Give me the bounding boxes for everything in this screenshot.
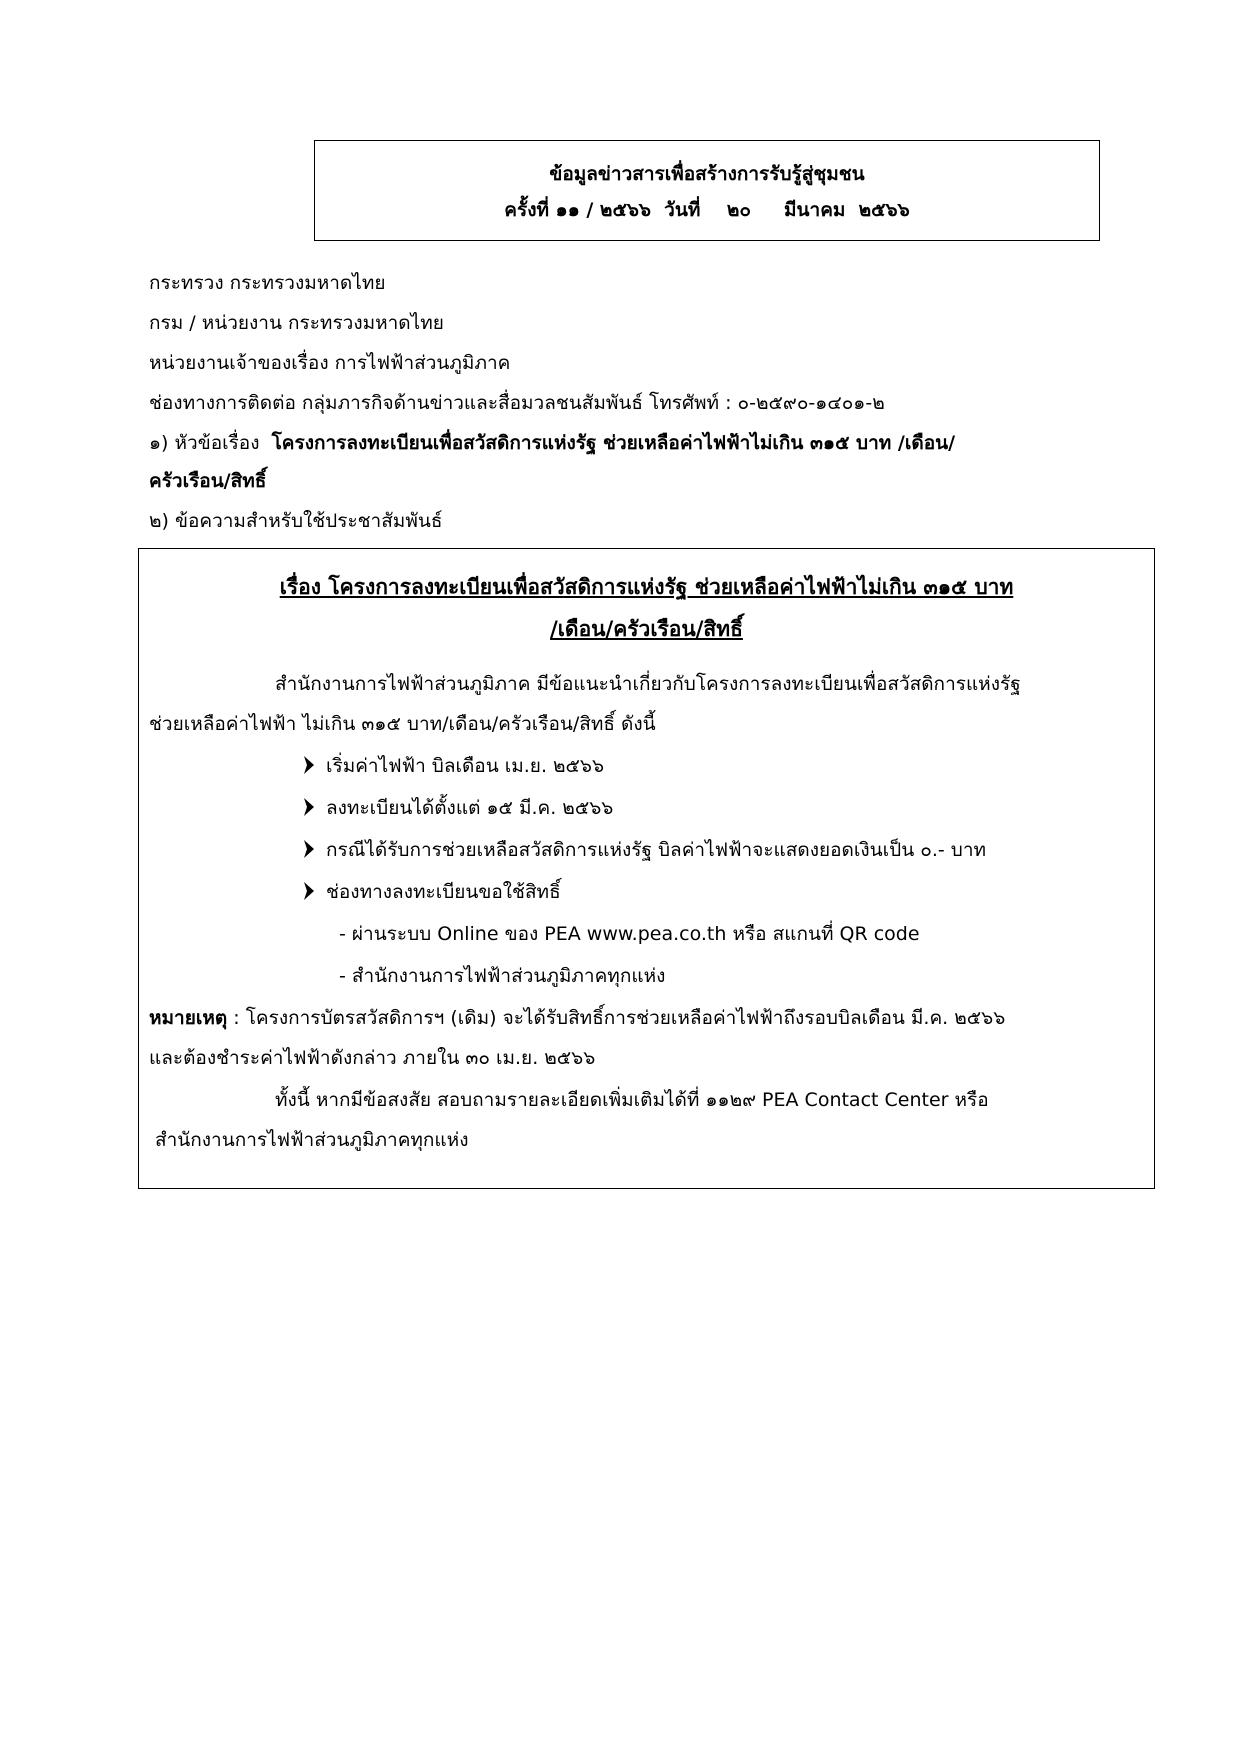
arrowhead-bullet-icon xyxy=(304,798,314,816)
content-title-line1: เรื่อง โครงการลงทะเบียนเพื่อสวัสดิการแห่งรัฐ ช่วยเหลือค่าไฟฟ้าไม่เกิน ๓๑๕ บาท xyxy=(279,575,1014,599)
contact-line: ช่องทางการติดต่อ กลุ่มภารกิจด้านข่าวและสื่อมวลชนสัมพันธ์ โทรศัพท์ : ๐-๒๕๙๐-๑๔๐๑-๒ xyxy=(149,392,885,414)
note-line2: และต้องชำระค่าไฟฟ้าดังกล่าว ภายใน ๓๐ เม.ย. ๒๕๖๖ xyxy=(149,1047,596,1069)
header-issue-line: ครั้งที่ ๑๑ / ๒๕๖๖ วันที่ ๒๐ มีนาคม ๒๕๖๖ xyxy=(504,199,910,221)
channel-offices: - สำนักงานการไฟฟ้าส่วนภูมิภาคทุกแห่ง xyxy=(339,965,666,987)
content-title-line2: /เดือน/ครัวเรือน/สิทธิ์ xyxy=(550,617,743,641)
channel-online: - ผ่านระบบ Online ของ PEA www.pea.co.th หรือ สแกนที่ QR code xyxy=(339,923,920,945)
arrowhead-bullet-icon xyxy=(304,882,314,900)
pr-label: ๒) ข้อความสำหรับใช้ประชาสัมพันธ์ xyxy=(149,510,443,532)
note-label: หมายเหตุ xyxy=(149,1007,228,1029)
intro-line2: ช่วยเหลือค่าไฟฟ้า ไม่เกิน ๓๑๕ บาท/เดือน/ครัวเรือน/สิทธิ์ ดังนี้ xyxy=(149,713,656,735)
closing-line1: ทั้งนี้ หากมีข้อสงสัย สอบถามรายละเอียดเพิ่มเติมได้ที่ ๑๑๒๙ PEA Contact Center หรือ xyxy=(275,1089,989,1111)
bullet-item: ช่องทางลงทะเบียนขอใช้สิทธิ์ xyxy=(304,877,561,907)
topic-label: ๑) หัวข้อเรื่อง xyxy=(149,432,260,454)
arrowhead-bullet-icon xyxy=(304,756,314,774)
topic-line xyxy=(149,428,955,458)
intro-line1: สำนักงานการไฟฟ้าส่วนภูมิภาค มีข้อแนะนำเกี่ยวกับโครงการลงทะเบียนเพื่อสวัสดิการแห่งรัฐ xyxy=(275,673,1021,695)
closing-line2: สำนักงานการไฟฟ้าส่วนภูมิภาคทุกแห่ง xyxy=(155,1129,469,1151)
bullet-item: กรณีได้รับการช่วยเหลือสวัสดิการแห่งรัฐ บิลค่าไฟฟ้าจะแสดงยอดเงินเป็น ๐.- บาท xyxy=(304,835,986,865)
content-box xyxy=(138,548,1155,1189)
topic-title-line1: โครงการลงทะเบียนเพื่อสวัสดิการแห่งรัฐ ช่วยเหลือค่าไฟฟ้าไม่เกิน ๓๑๕ บาท /เดือน/ xyxy=(271,432,956,454)
bullet-item: เริ่มค่าไฟฟ้า บิลเดือน เม.ย. ๒๕๖๖ xyxy=(304,751,604,781)
header-title: ข้อมูลข่าวสารเพื่อสร้างการรับรู้สู่ชุมชน xyxy=(549,163,865,185)
owner-line: หน่วยงานเจ้าของเรื่อง การไฟฟ้าส่วนภูมิภาค xyxy=(149,352,511,374)
bullet-item: ลงทะเบียนได้ตั้งแต่ ๑๕ มี.ค. ๒๕๖๖ xyxy=(304,793,613,823)
topic-title-line2: ครัวเรือน/สิทธิ์ xyxy=(149,470,267,492)
ministry-line: กระทรวง กระทรวงมหาดไทย xyxy=(149,272,386,294)
note-line1: หมายเหตุ : โครงการบัตรสวัสดิการฯ (เดิม) จะได้รับสิทธิ์การช่วยเหลือค่าไฟฟ้าถึงรอบบิลเดือน มี.ค. ๒๕๖๖ xyxy=(149,1007,1006,1029)
header-box xyxy=(314,140,1100,241)
department-line: กรม / หน่วยงาน กระทรวงมหาดไทย xyxy=(149,312,444,334)
arrowhead-bullet-icon xyxy=(304,840,314,858)
